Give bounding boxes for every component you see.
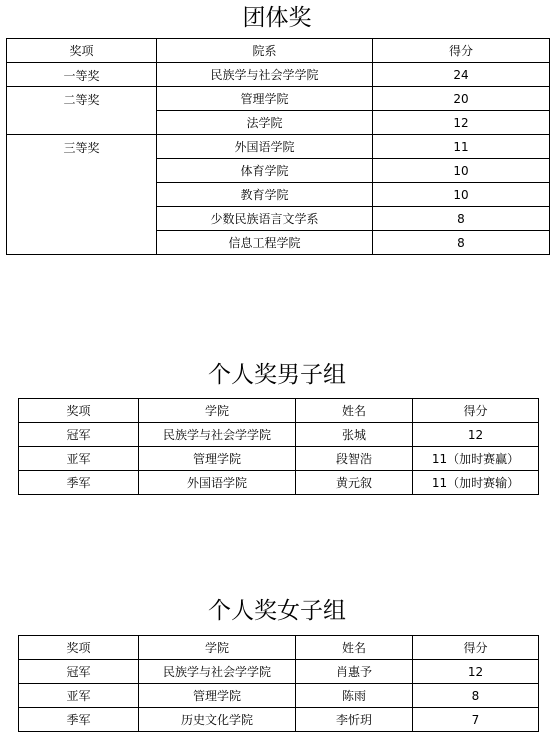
college-cell: 管理学院 bbox=[139, 684, 296, 708]
score-cell: 7 bbox=[413, 708, 539, 732]
table-row bbox=[7, 63, 550, 87]
score-cell: 12 bbox=[413, 423, 539, 447]
award-cell: 一等奖 bbox=[7, 63, 157, 87]
award-cell: 冠军 bbox=[19, 660, 139, 684]
score-cell: 12 bbox=[373, 111, 550, 135]
score-cell: 10 bbox=[373, 159, 550, 183]
name-cell: 陈雨 bbox=[296, 684, 413, 708]
header-department: 院系 bbox=[157, 39, 373, 63]
department-cell: 少数民族语言文学系 bbox=[157, 207, 373, 231]
women-award-table bbox=[18, 635, 539, 732]
men-award-table bbox=[18, 398, 539, 495]
score-cell: 8 bbox=[413, 684, 539, 708]
table-row bbox=[19, 471, 539, 495]
header-award: 奖项 bbox=[7, 39, 157, 63]
department-cell: 外国语学院 bbox=[157, 135, 373, 159]
name-cell: 肖惠予 bbox=[296, 660, 413, 684]
score-cell: 24 bbox=[373, 63, 550, 87]
header-award: 奖项 bbox=[19, 399, 139, 423]
table-header-row bbox=[19, 399, 539, 423]
table-header-row bbox=[7, 39, 550, 63]
department-cell: 管理学院 bbox=[157, 87, 373, 111]
department-cell: 法学院 bbox=[157, 111, 373, 135]
college-cell: 民族学与社会学学院 bbox=[139, 660, 296, 684]
score-cell: 20 bbox=[373, 87, 550, 111]
score-cell: 11（加时赛赢） bbox=[413, 447, 539, 471]
department-cell: 信息工程学院 bbox=[157, 231, 373, 255]
award-cell: 三等奖 bbox=[7, 135, 157, 255]
table-row bbox=[19, 447, 539, 471]
college-cell: 民族学与社会学学院 bbox=[139, 423, 296, 447]
header-name: 姓名 bbox=[296, 636, 413, 660]
name-cell: 张城 bbox=[296, 423, 413, 447]
header-college: 学院 bbox=[139, 399, 296, 423]
award-cell: 二等奖 bbox=[7, 87, 157, 135]
header-score: 得分 bbox=[413, 636, 539, 660]
name-cell: 黄元叙 bbox=[296, 471, 413, 495]
college-cell: 管理学院 bbox=[139, 447, 296, 471]
header-score: 得分 bbox=[373, 39, 550, 63]
award-cell: 亚军 bbox=[19, 684, 139, 708]
header-score: 得分 bbox=[413, 399, 539, 423]
men-award-title: 个人奖男子组 bbox=[208, 362, 346, 388]
department-cell: 民族学与社会学学院 bbox=[157, 63, 373, 87]
department-cell: 教育学院 bbox=[157, 183, 373, 207]
team-award-table bbox=[6, 38, 550, 255]
award-cell: 季军 bbox=[19, 471, 139, 495]
name-cell: 李忻玥 bbox=[296, 708, 413, 732]
table-row bbox=[19, 660, 539, 684]
score-cell: 11（加时赛输） bbox=[413, 471, 539, 495]
score-cell: 11 bbox=[373, 135, 550, 159]
table-row bbox=[7, 135, 550, 159]
department-cell: 体育学院 bbox=[157, 159, 373, 183]
score-cell: 8 bbox=[373, 231, 550, 255]
table-row bbox=[19, 708, 539, 732]
name-cell: 段智浩 bbox=[296, 447, 413, 471]
college-cell: 历史文化学院 bbox=[139, 708, 296, 732]
college-cell: 外国语学院 bbox=[139, 471, 296, 495]
score-cell: 8 bbox=[373, 207, 550, 231]
table-row bbox=[7, 87, 550, 111]
award-cell: 亚军 bbox=[19, 447, 139, 471]
table-header-row bbox=[19, 636, 539, 660]
women-award-title: 个人奖女子组 bbox=[208, 598, 346, 624]
table-row bbox=[19, 423, 539, 447]
header-award: 奖项 bbox=[19, 636, 139, 660]
score-cell: 12 bbox=[413, 660, 539, 684]
header-college: 学院 bbox=[139, 636, 296, 660]
award-cell: 季军 bbox=[19, 708, 139, 732]
score-cell: 10 bbox=[373, 183, 550, 207]
header-name: 姓名 bbox=[296, 399, 413, 423]
table-row bbox=[19, 684, 539, 708]
award-cell: 冠军 bbox=[19, 423, 139, 447]
team-award-title: 团体奖 bbox=[242, 5, 312, 31]
